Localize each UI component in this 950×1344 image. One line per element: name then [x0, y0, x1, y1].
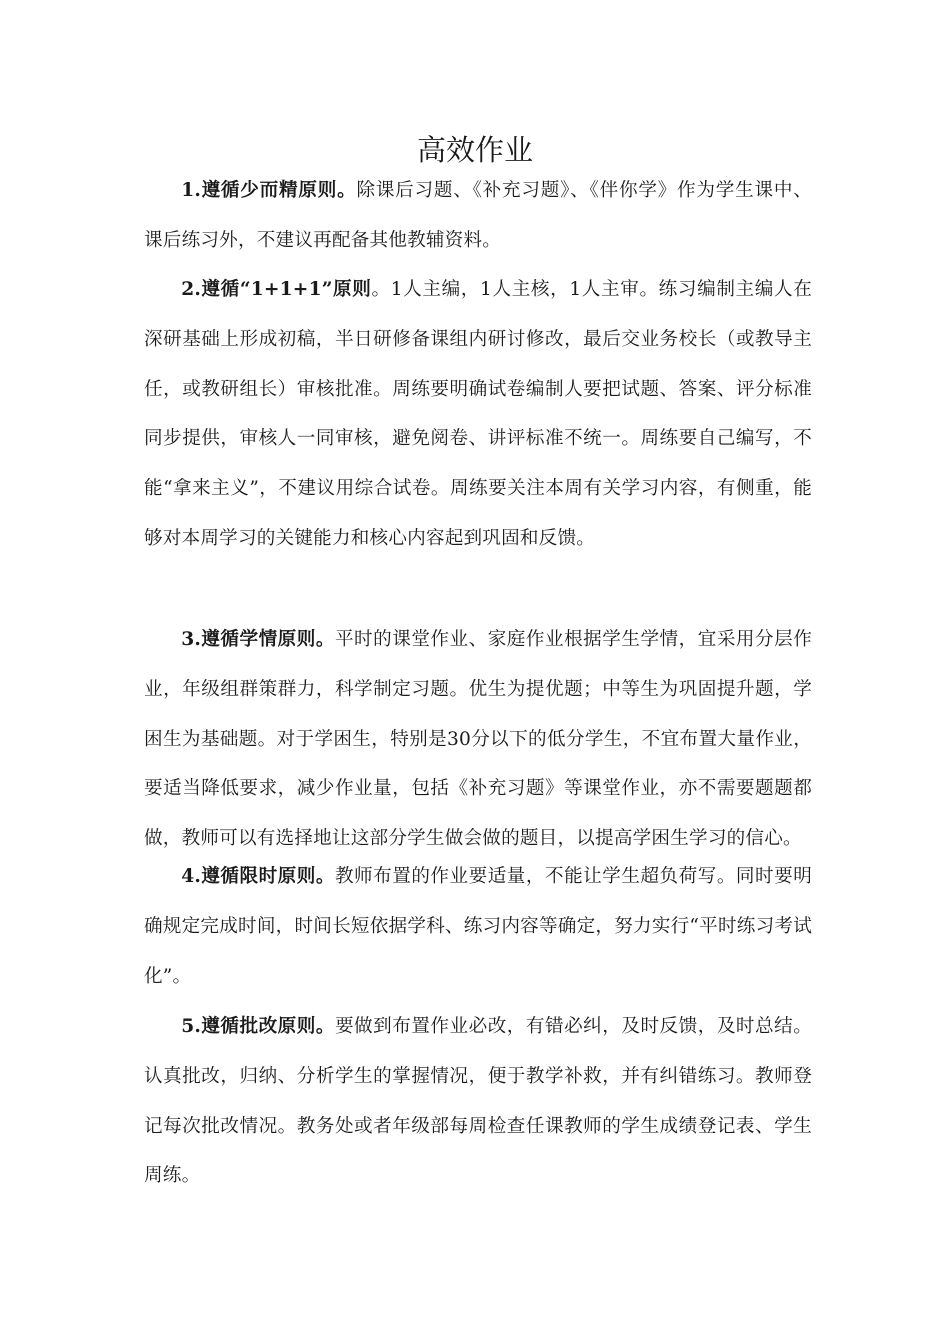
paragraph-4-body: 教师布置的作业要适量，不能让学生超负荷写。同时要明确规定完成时间，时间长短依据学科、练习内容等确定，努力实行“平时练习考试化”。 [144, 866, 812, 987]
paragraph-3-lead: 3.遵循学情原则。 [181, 629, 335, 650]
paragraph-5-body: 要做到布置作业必改，有错必纠，及时反馈，及时总结。认真批改，归纳、分析学生的掌握情况，便于教学补救，并有纠错练习。教师登记每次批改情况。教务处或者年级部每周检查任课教师的学生成绩登记表、学生周练。 [144, 1016, 812, 1187]
paragraph-3 [144, 615, 812, 864]
paragraph-2-body: 。1人主编，1人主核，1人主审。练习编制主编人在深研基础上形成初稿，半日研修备课组内研讨修改，最后交业务校长（或教导主任，或教研组长）审核批准。周练要明确试卷编制人要把试题、答案、评分标准同步提供，审核人一同审核，避免阅卷、讲评标准不统一。周练要自己编写，不能“拿来主义”，不建议用综合试卷。周练要关注本周有关学习内容，有侧重，能够对本周学习的关键能力和核心内容起到巩固和反馈。 [144, 279, 812, 549]
paragraph-5-lead: 5.遵循批改原则。 [181, 1016, 335, 1037]
paragraph-2-lead: 2.遵循“1+1+1”原则 [181, 279, 372, 300]
paragraph-1-body: 除课后习题、《补充习题》、《伴你学》作为学生课中、课后练习外，不建议再配备其他教辅资料。 [144, 180, 812, 251]
paragraph-2 [144, 265, 812, 564]
paragraph-1-lead: 1.遵循少而精原则。 [181, 180, 357, 201]
paragraph-4 [144, 852, 812, 1001]
paragraph-1 [144, 166, 812, 266]
paragraph-5 [144, 1002, 812, 1201]
page-title: 高效作业 [416, 133, 533, 167]
paragraph-3-body: 平时的课堂作业、家庭作业根据学生学情，宜采用分层作业，年级组群策群力，科学制定习题。优生为提优题；中等生为巩固提升题，学困生为基础题。对于学困生，特别是30分以下的低分学生，不宜布置大量作业，要适当降低要求，减少作业量，包括《补充习题》等课堂作业，亦不需要题题都做，教师可以有选择地让这部分学生做会做的题目，以提高学困生学习的信心。 [144, 629, 812, 850]
paragraph-4-lead: 4.遵循限时原则。 [181, 866, 335, 887]
